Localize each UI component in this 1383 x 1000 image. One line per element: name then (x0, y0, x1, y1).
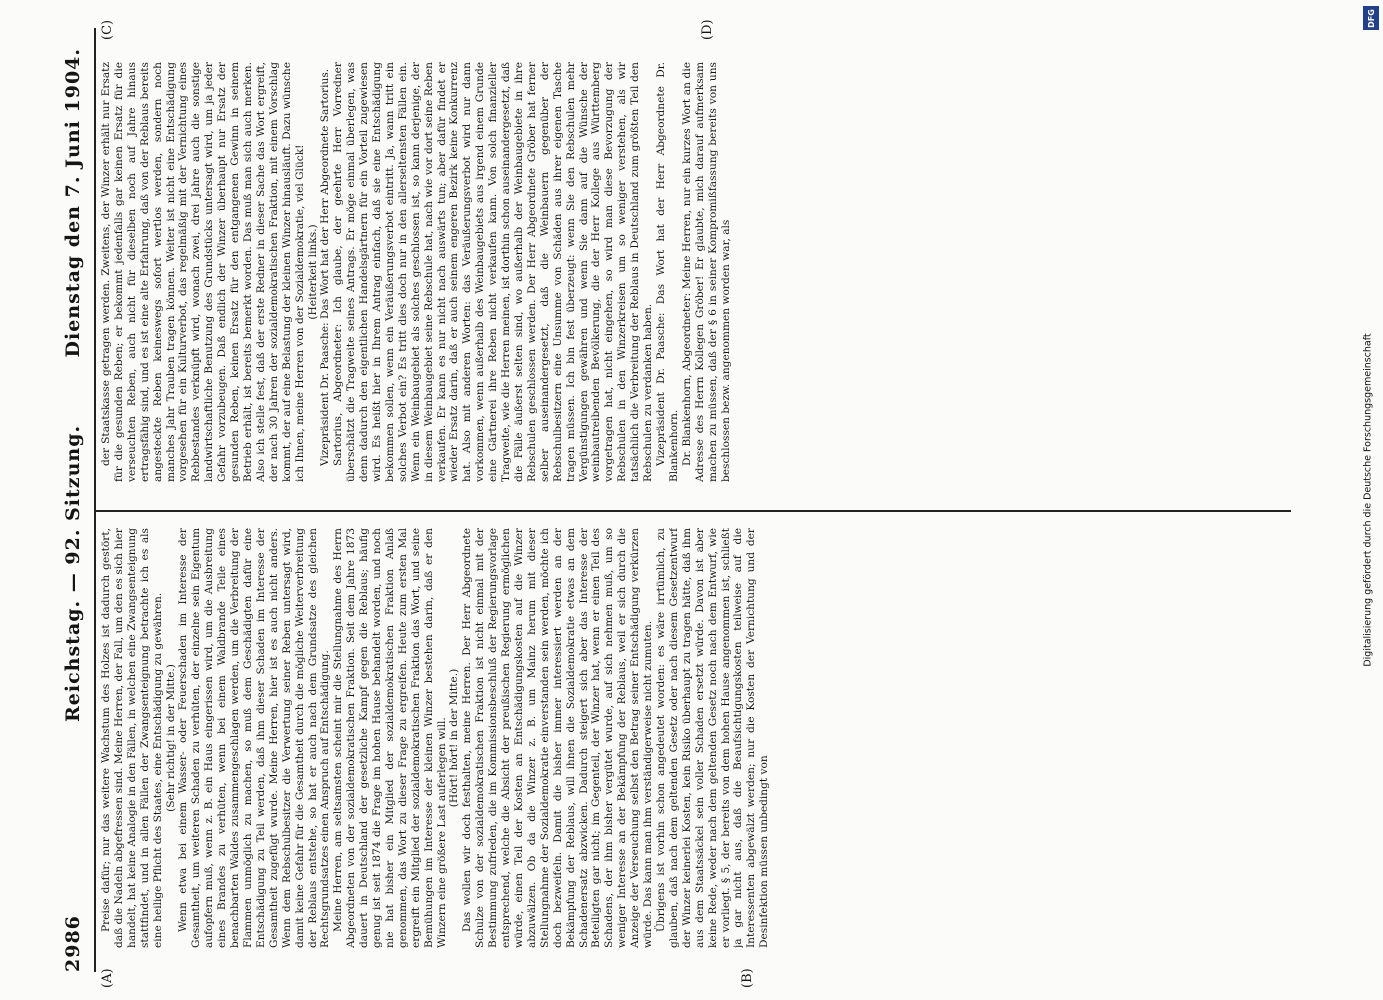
running-header (58, 28, 92, 972)
paragraph: Vizepräsident Dr. Paasche: Das Wort hat der Herr Abgeordnete Dr. Blankenhorn. (654, 62, 680, 482)
page-number: 2986 (62, 915, 84, 972)
header-rule (94, 28, 96, 972)
interjection: (Hört! hört! in der Mitte.) (448, 668, 461, 808)
left-text-column (100, 528, 1290, 948)
paragraph: Preise dafür; nur das weitere Wachstum des Holzes ist dadurch gestört, daß die Nadeln abgefressen sind. Meine Herren, der Fall, um den es sich hier handelt, hat keine Analogie in den Fällen, in welchen eine Zwangsenteignung stattfindet, und in allen Fällen der Zwangsenteignung betrachte ich es als eine heilige Pflicht des Staates, eine Entschädigung zu gewähren. (100, 528, 164, 948)
margin-marker-d: (D) (700, 19, 715, 40)
paragraph: Sartorius, Abgeordneter: Ich glaube, der geehrte Herr Vorredner überschätzt die Tragweite seines Antrags. Er möge einmal überlegen, was denn dadurch den eigentlichen Handelsgärtnern für ein Vorteil zugewiesen wird. Es heißt hier in Ihrem Antrag einfach, daß sie eine Entschädigung bekommen sollen, wenn ein Veräußerungsverbot eintritt. Ja, wann tritt ein solches Verbot ein? Es tritt dies doch nur in den allerseltensten Fällen ein. Wenn ein Weinbaugebiet als solches geschlossen ist, so kann derjenige, der in diesem Weinbaugebiet seine Rebschule hat, nach wie vor dort seine Reben verkaufen. Er kann es nur nicht nach auswärts tun; aber dafür findet er wieder Ersatz darin, daß er auch seinem engeren Bezirk keine Konkurrenz hat. Also mit anderen Worten: das Veräußerungsverbot wird nur dann vorkommen, wenn außerhalb des Weinbaugebiets aus irgend einem Grunde eine Gärtnerei ihre Reben nicht verkaufen kann. Von solch finanzieller Tragweite, wie die Herren meinen, ist dorthin schon auseinandergesetzt, daß die Fälle äußerst selten sind, wo außerhalb der Weinbaugebiete in ihre Rebschulen geschlossen werden. Der Herr Abgeordnete Gröber hat ferner selber auseinandergesetzt, daß die Weinbauern gegenüber der Rebschulbesitzern eine Unsumme von Schäden aus ihrer eigenen Tasche tragen müssen. Ich bin fest überzeugt: wenn Sie den Rebschulen mehr Vergünstigungen gewähren und wenn Sie dann auf die Wünsche der weinbautreibenden Bevölkerung, die der Herr Kollege aus Württemberg vorgetragen hat, nicht eingehen, so wird man diese Bevorzugung der Rebschulen in den Winzerkreisen um so weniger verstehen, als wir tatsächlich die Verbreitung der Reblaus in Deutschland zum größten Teil den Rebschulen zu verdanken haben. (332, 62, 655, 482)
margin-marker-c: (C) (100, 19, 115, 40)
margin-marker-a: (A) (100, 968, 115, 988)
paragraph: Vizepräsident Dr. Paasche: Das Wort hat der Herr Abgeordnete Sartorius. (319, 68, 332, 466)
paragraph: Dr. Blankenhorn, Abgeordneter: Meine Herren, nur ein kurzes Wort an die Adresse des Herrn Kollegen Gröber! Er glaubte, mich darauf aufmerksam machen zu müssen, daß der § 6 in seiner Kompromißfassung bereits von uns beschlossen bezw. angenommen worden war, als (680, 62, 732, 482)
interjection: (Heiterkeit links.) (306, 224, 319, 320)
digitization-credit: Digitalisierung gefördert durch die Deutsche Forschungsgemeinschaft (1362, 333, 1374, 667)
paragraph: der Staatskasse getragen werden. Zweitens, der Winzer erhält nur Ersatz für die gesunden Reben; er bekommt jedenfalls gar keinen Ersatz für die verseuchten Reben, auch nicht für dieselben noch auf Jahre hinaus ertragsfähig sind, und es ist eine alte Erfahrung, daß von der Reblaus bereits angesteckte Reben keineswegs sofort wertlos werden, sondern noch manches Jahr Trauben tragen können. Weiter ist nicht eine Entschädigung vorgesehen für ein Kulturverbot, das regelmäßig mit der Vernichtung eines Rebbestandes verknüpft wird, wonach zwei, drei Jahre auch die sonstige landwirtschaftliche Benutzung des Grundstücks untersagt wird, um ja jeder Gefahr vorzubeugen. Daß endlich der Winzer überhaupt nur Ersatz der gesunden Reben, keinen Ersatz für den entgangenen Gewinn in seinem Betrieb erhält, ist bereits bemerkt worden. Das muß man sich auch merken. Also ich stelle fest, daß der erste Redner in dieser Sache das Wort ergreift, der nach 30 Jahren der sozialdemokratischen Fraktion, mit einem Vorschlag kommt, der auf eine Belastung der kleinen Winzer hinausläuft. Dazu wünsche ich Ihnen, meine Herren von der Sozialdemokratie, viel Glück! (100, 62, 306, 482)
margin-marker-b: (B) (740, 968, 755, 988)
paragraph: Das wollen wir doch festhalten, meine Herren. Der Herr Abgeordnete Schulze von der sozialdemokratischen Fraktion ist nicht einmal mit der Bestimmung zufrieden, die im Kommissionsbeschluß der Regierungsvorlage entsprechend, welche die Absicht der preußischen Regierung ermöglichen würde, einen Teil der Kosten an Entschädigungskosten auf die Winzer abzuwälzen. Ob da die Winzer z. B. um Mainz herum mit dieser Stellungnahme der Sozialdemokratie einverstanden sein werden, möchte ich doch bezweifeln. Damit die bisher immer interessiert werden an der Bekämpfung der Reblaus, will ihnen die Sozialdemokratie etwas an dem Schadenersatz abzwicken. Dadurch steigert sich aber das Interesse der Beteiligten gar nicht; im Gegenteil, der Winzer hat, wenn er einen Teil des Schadens, der ihm bisher vergütet wurde, auf sich nehmen muß, um so weniger Interesse an der Bekämpfung der Reblaus, weil er sich durch die Anzeige der Verseuchung selbst den Betrag seiner Entschädigung verkürzen würde. Das kann man ihm verständigerweise nicht zumuten. (461, 528, 655, 948)
dfg-logo: DFG (1363, 6, 1379, 30)
paragraph: Meine Herren, am seltsamsten scheint mir die Stellungnahme des Herrn Abgeordneten von der sozialdemokratischen Fraktion. Seit dem Jahre 1873 dauert in Deutschland der gesetzliche Kampf gegen die Reblaus; häufig genug ist seit 1874 die Frage im hohen Hause behandelt worden, und noch nie hat bisher ein Mitglied der sozialdemokratischen Fraktion Anlaß genommen, das Wort zu dieser Frage zu ergreifen. Heute zum ersten Mal ergreift ein Mitglied der sozialdemokratischen Fraktion das Wort, und seine Bemühungen im Interesse der kleinen Winzer bestehen darin, daß er den Winzern eine größere Last auferlegen will. (332, 528, 448, 948)
session-title: Reichstag. — 92. Sitzung. (62, 424, 84, 722)
column-divider (96, 510, 1291, 512)
session-date: Dienstag den 7. Juni 1904. (62, 48, 84, 358)
paragraph: Übrigens ist vorhin schon angedeutet worden: es wäre irrtümlich, zu glauben, daß nach dem geltenden Gesetz oder nach diesem Gesetzentwurf der Winzer keinerlei Kosten, kein Risiko überhaupt zu tragen hätte, daß ihm aus dem Staatssäckel sein voller Schaden ersetzt würde. Davon ist aber keine Rede, weder nach dem geltenden Gesetz noch nach dem Entwurf, wie er vorliegt. § 5, der bereits von dem hohen Hause angenommen ist, schließt ja gar nicht aus, daß die Beaufsichtigungskosten teilweise auf die Interessenten abgewälzt werden; nur die Kosten der Vernichtung und der Desinfektion müssen unbedingt von (654, 528, 771, 948)
right-text-column (100, 62, 1290, 482)
paragraph: Wenn etwa bei einem Wasser- oder Feuerschaden im Interesse der Gesamtheit, um weiteren Schaden zu verhüten, der einzelne sein Eigentum aufopfern muß, wenn z. B. ein Haus eingerissen wird, um die Ausbreitung eines Brandes zu verhüten, wenn bei einem Waldbrande Teile eines benachbarten Waldes zusammengeschlagen werden, um die Verbreitung der Flammen unmöglich zu machen, so muß dem Geschädigten dafür eine Entschädigung zu Teil werden, daß ihm dieser Schaden im Interesse der Gesamtheit zugefügt wurde. Meine Herren, hier ist es auch nicht anders. Wenn dem Rebschulbesitzer die Verwertung seiner Reben untersagt wird, damit keine Gefahr für die Gesamtheit durch die mögliche Weiterverbreitung der Reblaus entstehe, so hat er auch nach dem Grundsatze des gleichen Rechtsgrundsatzes einen Anspruch auf Entschädigung. (177, 528, 332, 948)
interjection: (Sehr richtig! in der Mitte.) (164, 664, 177, 812)
